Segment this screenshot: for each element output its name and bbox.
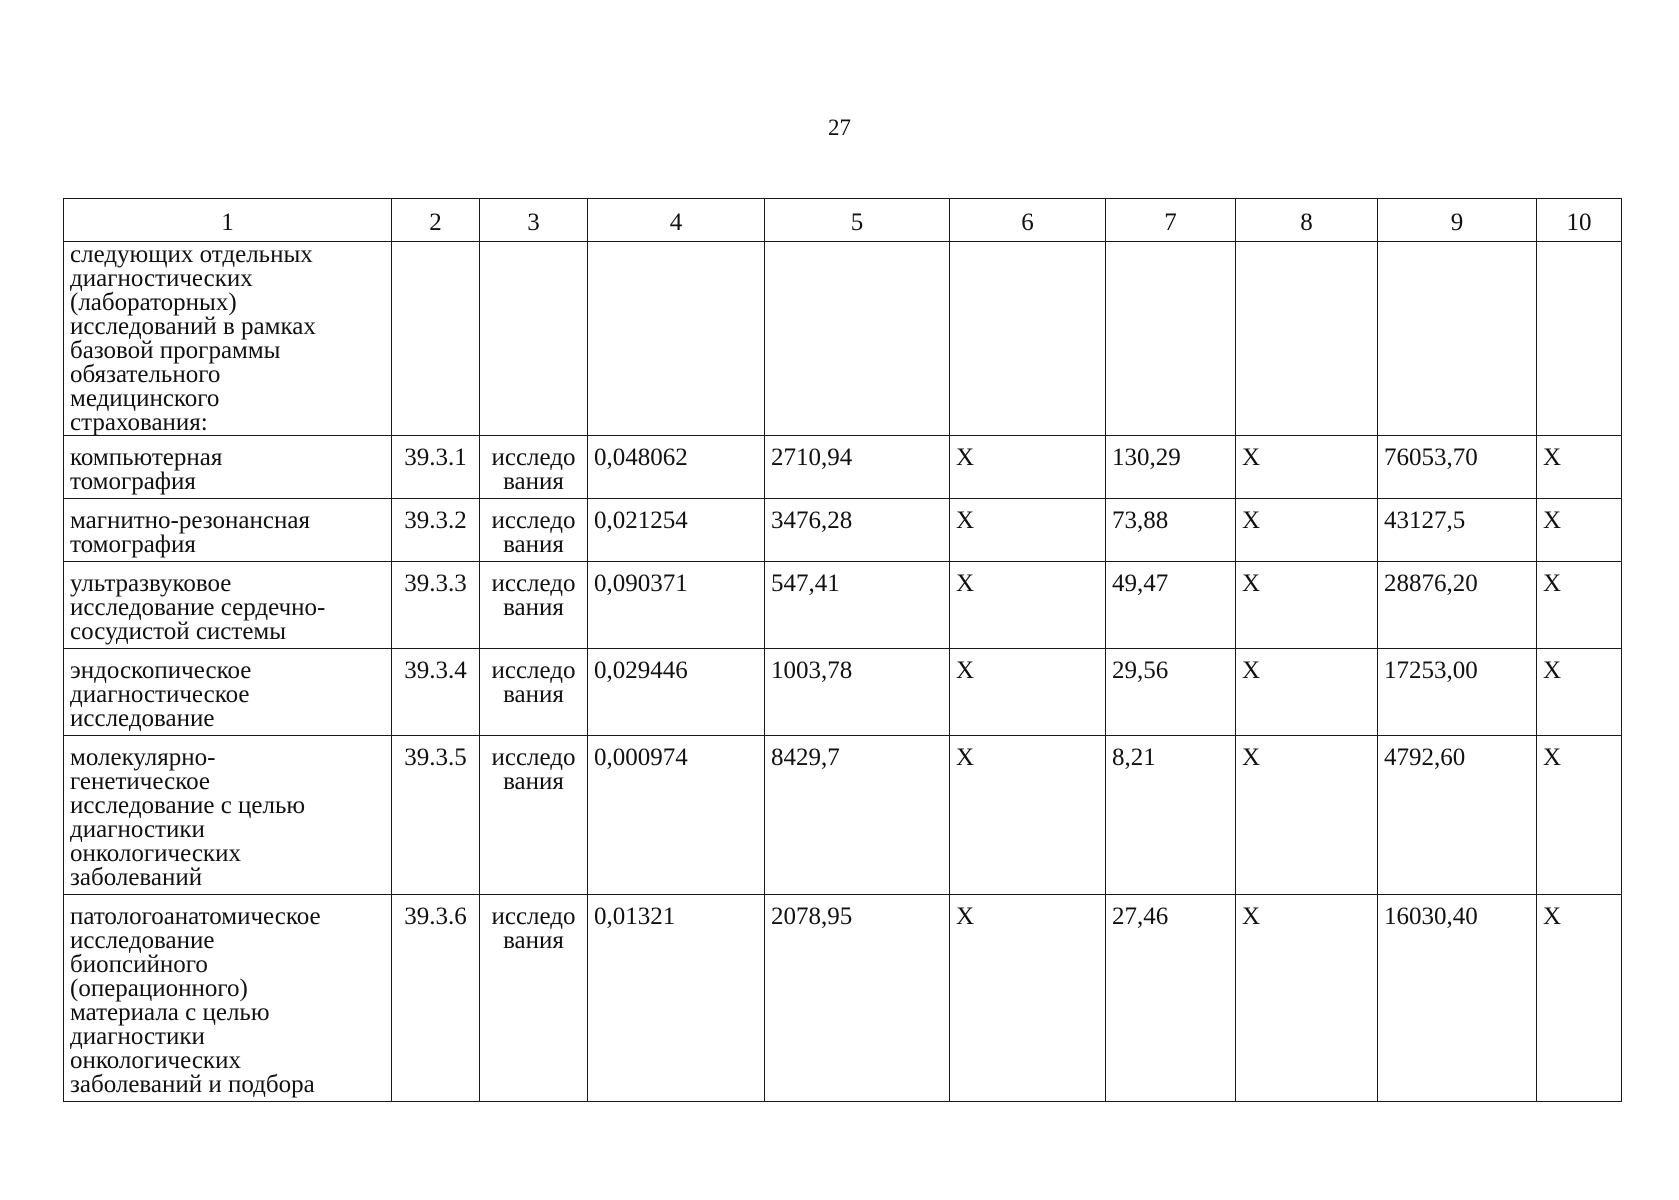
column-number: 7 [1106,199,1236,242]
empty-cell [1537,242,1622,436]
row-unit [480,562,588,649]
row-name-line: материала с целью [70,999,270,1026]
empty-cell [1106,242,1236,436]
row-name-line: онкологических [70,840,241,867]
row-name-line: следующих отдельных [70,241,313,268]
row-value-col6: Х [950,649,1106,736]
column-number: 1 [64,199,392,242]
row-name-line: томография [70,468,196,495]
page-number: 27 [828,115,851,140]
row-value-col4: 0,000974 [588,736,765,895]
row-value-col9: 4792,60 [1378,736,1537,895]
column-number: 5 [765,199,950,242]
row-value-col8: Х [1236,499,1378,562]
row-unit-line: вания [503,768,564,795]
row-code: 39.3.1 [392,436,480,499]
row-unit [480,436,588,499]
row-name-cell [64,499,392,562]
row-name-line: обязательного [70,361,221,388]
row-name-line: эндоскопическое [70,657,252,684]
row-name-line: томография [70,531,196,558]
row-name-line: исследование с целью [70,792,306,819]
row-value-col5: 2710,94 [765,436,950,499]
row-unit [480,736,588,895]
row-name-cell [64,736,392,895]
empty-cell [950,242,1106,436]
row-name-line: (лабораторных) [70,289,237,316]
row-value-col6: Х [950,499,1106,562]
table-row [64,649,1622,736]
row-name-line: заболеваний [70,864,203,891]
table-row [64,242,1622,436]
row-unit-line: вания [503,531,564,558]
row-name-line: диагностики [70,816,205,843]
row-unit-line: исследо [491,903,576,930]
column-number: 2 [392,199,480,242]
row-value-col10: Х [1537,436,1622,499]
row-unit [480,895,588,1102]
row-value-col8: Х [1236,562,1378,649]
row-value-col5: 547,41 [765,562,950,649]
table-row [64,499,1622,562]
row-value-col8: Х [1236,436,1378,499]
row-value-col8: Х [1236,895,1378,1102]
row-value-col6: Х [950,436,1106,499]
row-value-col4: 0,01321 [588,895,765,1102]
row-value-col4: 0,021254 [588,499,765,562]
row-unit-line: вания [503,594,564,621]
row-value-col10: Х [1537,649,1622,736]
row-name-line: биопсийного [70,951,208,978]
row-value-col7: 49,47 [1106,562,1236,649]
row-name-cell [64,649,392,736]
row-value-col8: Х [1236,649,1378,736]
row-unit-line: вания [503,927,564,954]
row-unit-line: исследо [491,657,576,684]
row-name-line: медицинского [70,385,220,412]
row-value-col8: Х [1236,736,1378,895]
column-number: 4 [588,199,765,242]
row-value-col5: 8429,7 [765,736,950,895]
table-row [64,736,1622,895]
row-value-col5: 1003,78 [765,649,950,736]
empty-cell [1236,242,1378,436]
row-code: 39.3.4 [392,649,480,736]
row-value-col7: 73,88 [1106,499,1236,562]
empty-cell [392,242,480,436]
row-value-col4: 0,029446 [588,649,765,736]
empty-cell [480,242,588,436]
row-unit-line: исследо [491,507,576,534]
row-name-line: страхования: [70,409,208,436]
column-number: 9 [1378,199,1537,242]
row-name-cell [64,895,392,1102]
column-number: 10 [1537,199,1622,242]
row-value-col5: 2078,95 [765,895,950,1102]
row-value-col5: 3476,28 [765,499,950,562]
row-value-col6: Х [950,736,1106,895]
column-number: 3 [480,199,588,242]
row-value-col9: 28876,20 [1378,562,1537,649]
row-code: 39.3.5 [392,736,480,895]
row-name-line: молекулярно- [70,744,216,771]
row-code: 39.3.2 [392,499,480,562]
empty-cell [588,242,765,436]
row-value-col7: 29,56 [1106,649,1236,736]
row-unit-line: исследо [491,570,576,597]
row-name-line: диагностических [70,265,253,292]
row-value-col10: Х [1537,562,1622,649]
row-unit-line: вания [503,681,564,708]
row-name-line: исследований в рамках [70,313,316,340]
column-number: 6 [950,199,1106,242]
row-value-col4: 0,048062 [588,436,765,499]
row-value-col10: Х [1537,499,1622,562]
row-name-line: (операционного) [70,975,248,1002]
row-unit [480,499,588,562]
row-name-line: исследование [70,705,215,732]
row-name-line: заболеваний и подбора [70,1071,315,1098]
row-code: 39.3.6 [392,895,480,1102]
row-unit-line: исследо [491,744,576,771]
row-code: 39.3.3 [392,562,480,649]
row-name-line: онкологических [70,1047,241,1074]
row-name-line: патологоанатомическое [70,903,321,930]
row-value-col7: 130,29 [1106,436,1236,499]
row-name-line: исследование сердечно- [70,594,326,621]
row-value-col10: Х [1537,736,1622,895]
row-unit-line: исследо [491,444,576,471]
row-value-col9: 16030,40 [1378,895,1537,1102]
row-value-col9: 76053,70 [1378,436,1537,499]
row-value-col9: 43127,5 [1378,499,1537,562]
row-name-line: магнитно-резонансная [70,507,310,534]
row-name-cell [64,242,392,436]
table-row [64,436,1622,499]
row-name-line: ультразвуковое [70,570,232,597]
row-value-col10: Х [1537,895,1622,1102]
row-name-line: генетическое [70,768,210,795]
column-number: 8 [1236,199,1378,242]
row-unit-line: вания [503,468,564,495]
row-name-line: исследование [70,927,215,954]
row-unit [480,649,588,736]
row-name-line: базовой программы [70,337,281,364]
column-number-row [64,199,1622,242]
row-name-line: сосудистой системы [70,618,287,645]
table-row [64,562,1622,649]
empty-cell [765,242,950,436]
row-value-col9: 17253,00 [1378,649,1537,736]
row-name-line: диагностики [70,1023,205,1050]
row-value-col4: 0,090371 [588,562,765,649]
row-name-line: компьютерная [70,444,223,471]
row-name-cell [64,436,392,499]
row-name-cell [64,562,392,649]
tariff-table [63,198,1622,1102]
row-value-col7: 27,46 [1106,895,1236,1102]
row-name-line: диагностическое [70,681,250,708]
empty-cell [1378,242,1537,436]
row-value-col7: 8,21 [1106,736,1236,895]
row-value-col6: Х [950,895,1106,1102]
row-value-col6: Х [950,562,1106,649]
table-row [64,895,1622,1102]
